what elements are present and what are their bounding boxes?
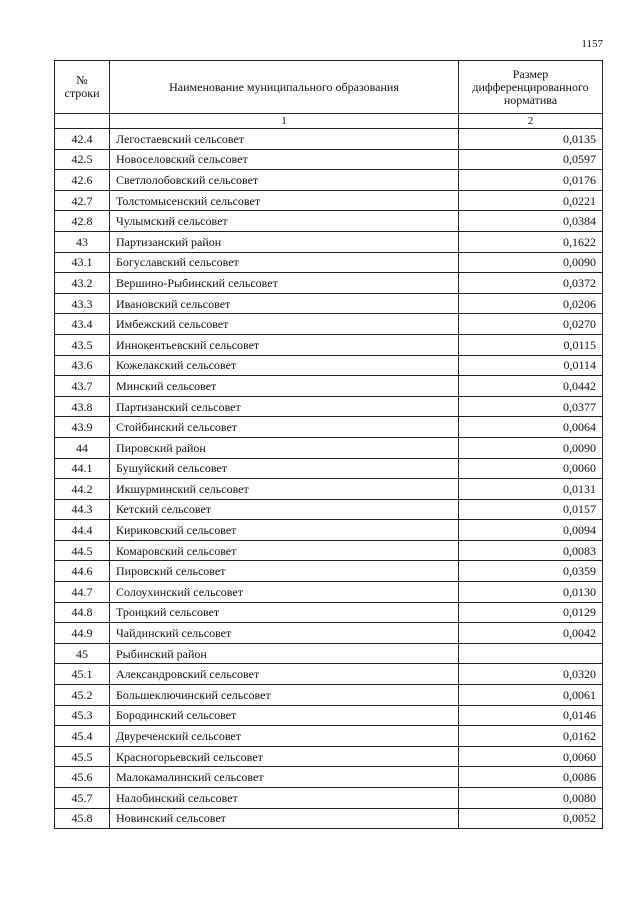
row-number-cell: 43.9 [55,417,110,438]
table-row [55,231,603,252]
row-number-cell: 43.8 [55,396,110,417]
norm-value-cell: 0,0064 [459,417,603,438]
row-number-cell: 44.8 [55,602,110,623]
norm-value-cell: 0,0090 [459,437,603,458]
table-row [55,664,603,685]
row-number-cell: 45.1 [55,664,110,685]
norm-value-cell: 0,0384 [459,211,603,232]
table-row [55,520,603,541]
municipality-name-cell: Бородинский сельсовет [110,705,459,726]
municipality-name-cell: Минский сельсовет [110,376,459,397]
table-row [55,417,603,438]
municipality-name-cell: Красногорьевский сельсовет [110,746,459,767]
header-norm-size-line: дифференцированного [472,79,589,94]
norm-value-cell: 0,0442 [459,376,603,397]
norm-value-cell: 0,0377 [459,396,603,417]
table-row [55,705,603,726]
municipality-name-cell: Александровский сельсовет [110,664,459,685]
municipality-name-cell: Комаровский сельсовет [110,540,459,561]
municipality-name-cell: Пировский район [110,437,459,458]
table-row [55,561,603,582]
row-number-cell: 43.7 [55,376,110,397]
table-row [55,437,603,458]
column-index-row [55,114,603,129]
municipality-name-cell: Кириковский сельсовет [110,520,459,541]
table-row [55,808,603,829]
table-row [55,582,603,603]
table-body [55,129,603,829]
table-header-row [55,61,603,114]
row-number-cell: 44.9 [55,623,110,644]
municipality-name-cell: Чулымский сельсовет [110,211,459,232]
table-row [55,355,603,376]
municipality-name-cell: Пировский сельсовет [110,561,459,582]
table-row [55,273,603,294]
row-number-cell: 45.7 [55,788,110,809]
table-row [55,623,603,644]
table-row [55,190,603,211]
municipality-name-cell: Малокамалинский сельсовет [110,767,459,788]
header-norm-size-line: Размер [512,66,549,81]
norm-value-cell: 0,1622 [459,231,603,252]
table-row [55,746,603,767]
norm-value-cell: 0,0597 [459,149,603,170]
norm-value-cell: 0,0359 [459,561,603,582]
table-row [55,129,603,150]
norm-value-cell: 0,0131 [459,479,603,500]
norm-value-cell: 0,0083 [459,540,603,561]
norm-value-cell: 0,0042 [459,623,603,644]
municipality-name-cell: Кетский сельсовет [110,499,459,520]
table-row [55,149,603,170]
table-row [55,540,603,561]
row-number-cell: 44.7 [55,582,110,603]
column-index-empty [55,114,110,129]
header-norm-size-line: норматива [503,92,558,107]
table-row [55,170,603,191]
norm-value-cell: 0,0372 [459,273,603,294]
municipality-name-cell: Чайдинский сельсовет [110,623,459,644]
row-number-cell: 43.1 [55,252,110,273]
table-row [55,458,603,479]
municipality-name-cell: Толстомысенский сельсовет [110,190,459,211]
row-number-cell: 44.2 [55,479,110,500]
row-number-cell: 45 [55,643,110,664]
municipality-name-cell: Кожелакский сельсовет [110,355,459,376]
norm-value-cell: 0,0114 [459,355,603,376]
table-row [55,293,603,314]
row-number-cell: 44.3 [55,499,110,520]
row-number-cell: 45.2 [55,685,110,706]
municipality-name-cell: Легостаевский сельсовет [110,129,459,150]
row-number-cell: 42.7 [55,190,110,211]
norm-value-cell: 0,0061 [459,685,603,706]
table-row [55,334,603,355]
row-number-cell: 43.4 [55,314,110,335]
row-number-cell: 43.2 [55,273,110,294]
municipality-name-cell: Икшурминский сельсовет [110,479,459,500]
norm-value-cell: 0,0157 [459,499,603,520]
municipality-name-cell: Большеключинский сельсовет [110,685,459,706]
row-number-cell: 42.5 [55,149,110,170]
municipality-name-cell: Партизанский сельсовет [110,396,459,417]
row-number-cell: 44.5 [55,540,110,561]
municipality-name-cell: Рыбинский район [110,643,459,664]
norms-table [54,60,603,829]
municipality-name-cell: Вершино-Рыбинский сельсовет [110,273,459,294]
row-number-cell: 44.1 [55,458,110,479]
norm-value-cell: 0,0320 [459,664,603,685]
header-row-number [55,61,110,114]
table-row [55,643,603,664]
norm-value-cell: 0,0086 [459,767,603,788]
municipality-name-cell: Партизанский район [110,231,459,252]
norm-value-cell: 0,0146 [459,705,603,726]
norm-value-cell: 0,0080 [459,788,603,809]
norm-value-cell: 0,0090 [459,252,603,273]
row-number-cell: 42.4 [55,129,110,150]
norm-value-cell [459,643,603,664]
row-number-cell: 43.3 [55,293,110,314]
norm-value-cell: 0,0270 [459,314,603,335]
norm-value-cell: 0,0115 [459,334,603,355]
table-row [55,788,603,809]
municipality-name-cell: Стойбинский сельсовет [110,417,459,438]
municipality-name-cell: Светлолобовский сельсовет [110,170,459,191]
municipality-name-cell: Троицкий сельсовет [110,602,459,623]
table-row [55,479,603,500]
header-row-number-line: № [76,73,88,87]
municipality-name-cell: Новоселовский сельсовет [110,149,459,170]
municipality-name-cell: Богуславский сельсовет [110,252,459,273]
row-number-cell: 42.8 [55,211,110,232]
norm-value-cell: 0,0060 [459,458,603,479]
table-row [55,376,603,397]
norm-value-cell: 0,0135 [459,129,603,150]
table-row [55,685,603,706]
municipality-name-cell: Новинский сельсовет [110,808,459,829]
municipality-name-cell: Иннокентьевский сельсовет [110,334,459,355]
table-row [55,767,603,788]
row-number-cell: 42.6 [55,170,110,191]
row-number-cell: 43 [55,231,110,252]
row-number-cell: 44 [55,437,110,458]
table-row [55,396,603,417]
norm-value-cell: 0,0129 [459,602,603,623]
municipality-name-cell: Имбежский сельсовет [110,314,459,335]
header-municipality-name: Наименование муниципального образования [110,61,459,114]
row-number-cell: 43.5 [55,334,110,355]
table-row [55,499,603,520]
row-number-cell: 44.6 [55,561,110,582]
norm-value-cell: 0,0221 [459,190,603,211]
column-index-value: 2 [459,114,603,129]
table-row [55,602,603,623]
norm-value-cell: 0,0060 [459,746,603,767]
norm-value-cell: 0,0052 [459,808,603,829]
municipality-name-cell: Солоухинский сельсовет [110,582,459,603]
row-number-cell: 45.3 [55,705,110,726]
table-row [55,252,603,273]
municipality-name-cell: Ивановский сельсовет [110,293,459,314]
norm-value-cell: 0,0094 [459,520,603,541]
row-number-cell: 45.8 [55,808,110,829]
municipality-name-cell: Двуреченский сельсовет [110,726,459,747]
column-index-name: 1 [110,114,459,129]
table-row [55,314,603,335]
norm-value-cell: 0,0206 [459,293,603,314]
table-row [55,211,603,232]
row-number-cell: 44.4 [55,520,110,541]
table-row [55,726,603,747]
row-number-cell: 43.6 [55,355,110,376]
municipality-name-cell: Бушуйский сельсовет [110,458,459,479]
row-number-cell: 45.6 [55,767,110,788]
row-number-cell: 45.5 [55,746,110,767]
norm-value-cell: 0,0162 [459,726,603,747]
norm-value-cell: 0,0130 [459,582,603,603]
page-number: 1157 [581,38,603,50]
municipality-name-cell: Налобинский сельсовет [110,788,459,809]
header-norm-size [459,61,603,114]
header-row-number-line: строки [64,86,100,100]
row-number-cell: 45.4 [55,726,110,747]
norm-value-cell: 0,0176 [459,170,603,191]
